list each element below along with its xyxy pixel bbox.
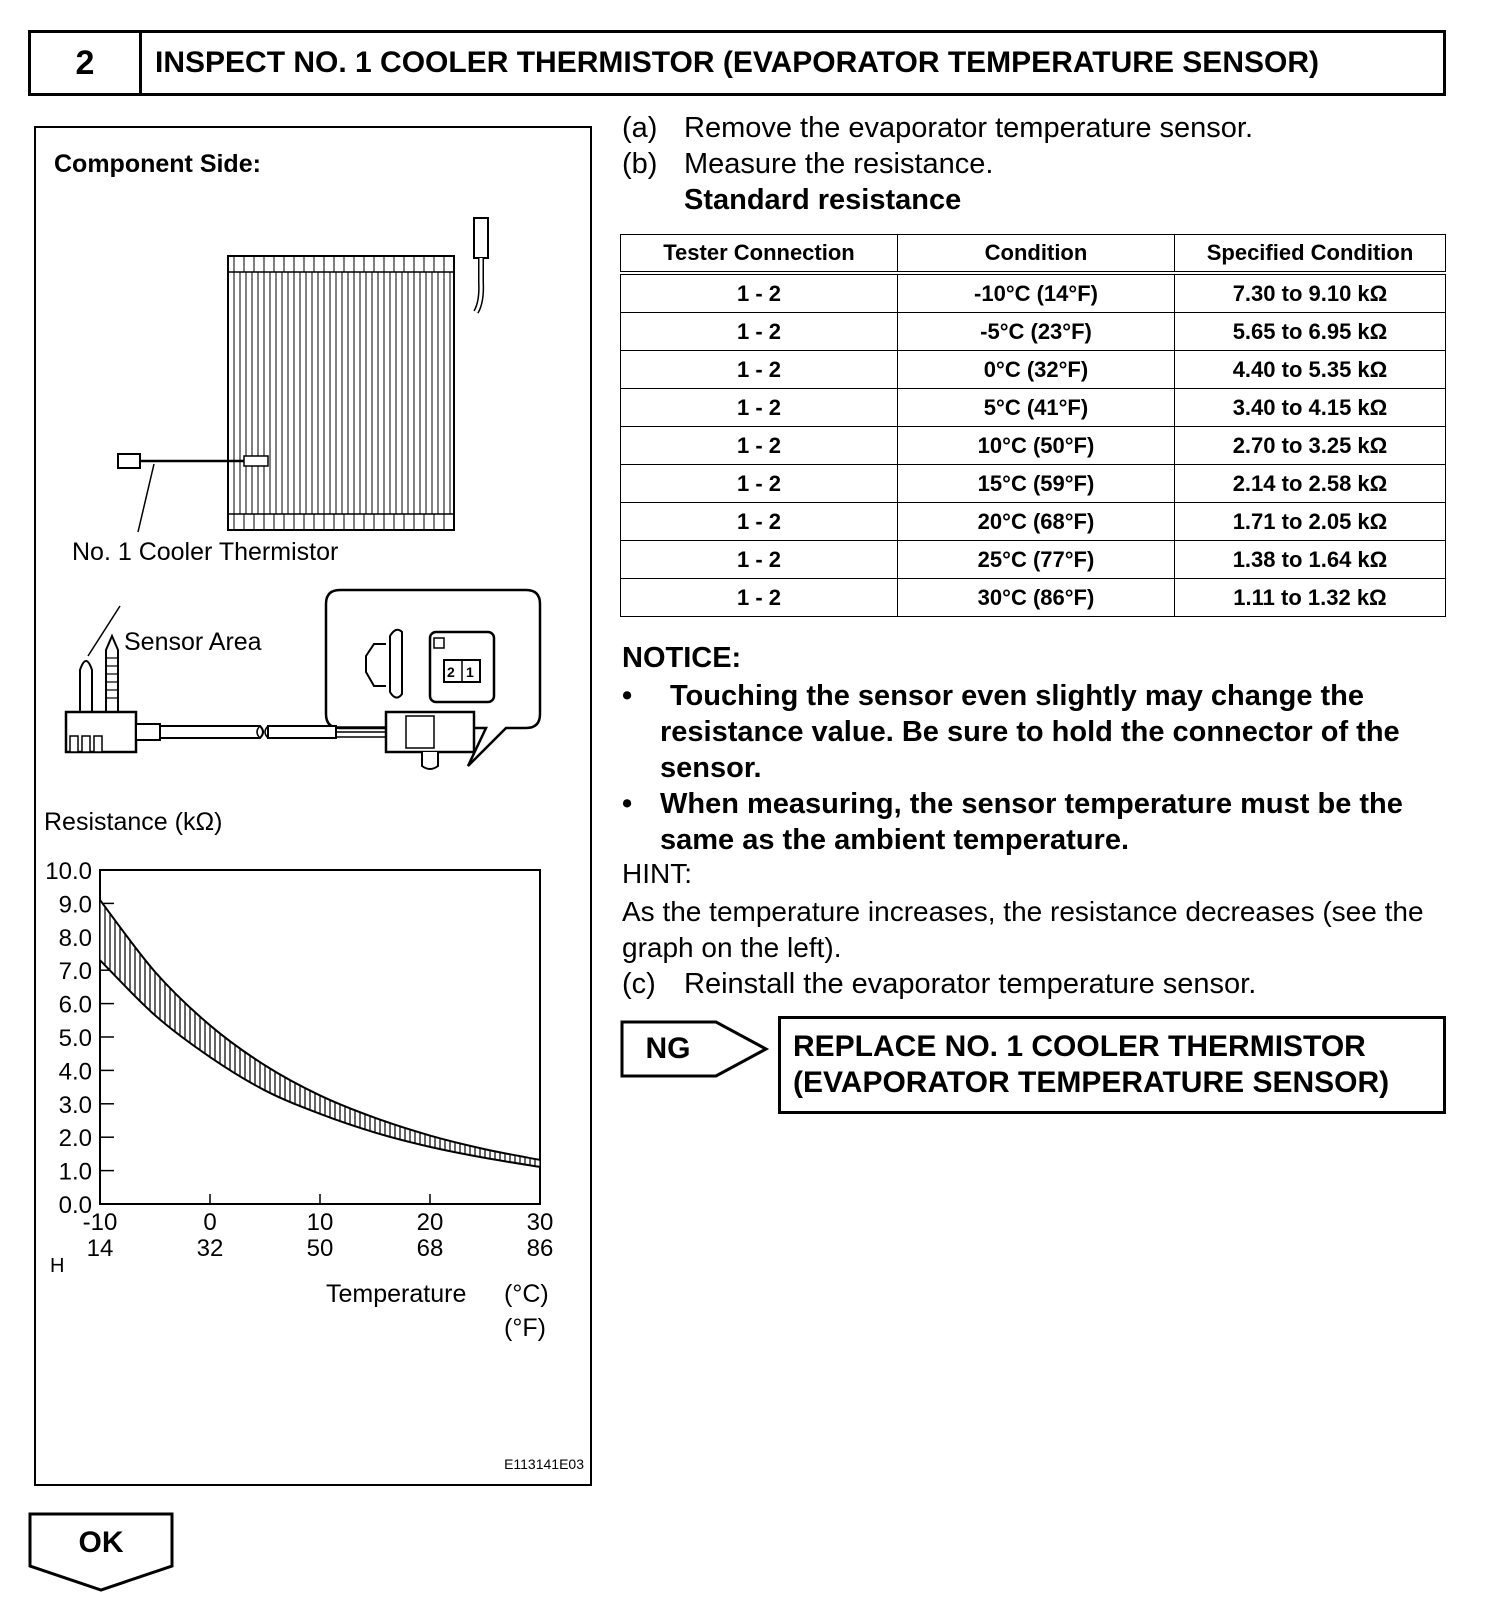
x-tick-label-fahrenheit: 50 xyxy=(306,1235,334,1262)
table-header-row xyxy=(621,235,1446,274)
cell-condition: 10°C (50°F) xyxy=(898,427,1175,465)
cell-specified-condition: 4.40 to 5.35 kΩ xyxy=(1175,351,1446,389)
step-c-letter: (c) xyxy=(622,968,656,1000)
cell-tester-connection: 1 - 2 xyxy=(621,313,898,351)
x-tick-label-fahrenheit: 86 xyxy=(526,1235,554,1262)
cell-tester-connection: 1 - 2 xyxy=(621,351,898,389)
ng-arrow-box[interactable] xyxy=(620,1020,770,1078)
table-row xyxy=(621,313,1446,351)
notice-item-2 xyxy=(622,786,1448,858)
cell-specified-condition: 1.38 to 1.64 kΩ xyxy=(1175,541,1446,579)
cell-tester-connection: 1 - 2 xyxy=(621,389,898,427)
cell-condition: 5°C (41°F) xyxy=(898,389,1175,427)
replace-line-2: (EVAPORATOR TEMPERATURE SENSOR) xyxy=(793,1066,1390,1099)
chart-x-label: Temperature xyxy=(326,1280,467,1308)
x-tick-label-celsius: 0 xyxy=(203,1209,217,1236)
cell-specified-condition: 2.14 to 2.58 kΩ xyxy=(1175,465,1446,503)
y-tick-label: 10.0 xyxy=(45,858,92,885)
cell-condition: 25°C (77°F) xyxy=(898,541,1175,579)
step-b xyxy=(622,148,993,181)
resistance-chart xyxy=(36,852,590,1412)
step-c xyxy=(622,968,1256,1001)
header-condition: Condition xyxy=(898,235,1175,274)
sensor-area-label: Sensor Area xyxy=(124,628,262,656)
x-tick-label-celsius: 30 xyxy=(526,1209,554,1236)
y-tick-label: 1.0 xyxy=(58,1158,92,1186)
cell-condition: 0°C (32°F) xyxy=(898,351,1175,389)
cell-tester-connection: 1 - 2 xyxy=(621,503,898,541)
step-title: INSPECT NO. 1 COOLER THERMISTOR (EVAPORATOR TEMPERATURE SENSOR) xyxy=(155,46,1319,79)
thermistor-connector xyxy=(118,454,140,468)
table-row xyxy=(621,389,1446,427)
header-tester-connection: Tester Connection xyxy=(621,235,898,274)
pin-2-label: 2 xyxy=(447,664,455,680)
bullet-icon: • xyxy=(622,680,633,712)
cell-specified-condition: 1.11 to 1.32 kΩ xyxy=(1175,579,1446,617)
y-tick-label: 5.0 xyxy=(58,1025,92,1052)
sensor-connector-drawing xyxy=(56,586,576,826)
illustration-panel xyxy=(34,126,592,1486)
table-row xyxy=(621,579,1446,617)
table-row xyxy=(621,503,1446,541)
replace-box xyxy=(778,1016,1446,1114)
table-row xyxy=(621,465,1446,503)
thermistor-leader-line xyxy=(138,464,154,532)
x-unit-celsius: (°C) xyxy=(504,1280,549,1308)
y-tick-label: 7.0 xyxy=(58,958,92,986)
x-tick-label-fahrenheit: 32 xyxy=(196,1235,224,1262)
cell-specified-condition: 5.65 to 6.95 kΩ xyxy=(1175,313,1446,351)
ok-arrow-box[interactable] xyxy=(28,1512,176,1596)
figure-code: E113141E03 xyxy=(504,1456,584,1472)
cell-condition: 30°C (86°F) xyxy=(898,579,1175,617)
sensor-probe xyxy=(80,661,92,712)
y-tick-label: 0.0 xyxy=(58,1192,92,1219)
step-b-text: Measure the resistance. xyxy=(684,148,994,180)
cell-specified-condition: 1.71 to 2.05 kΩ xyxy=(1175,503,1446,541)
spec-table xyxy=(620,234,1446,617)
y-tick-label: 8.0 xyxy=(58,924,92,952)
pin-1-label: 1 xyxy=(466,664,474,680)
notice-item-1-text: Touching the sensor even slightly may change the resistance value. Be sure to hold the connector of the sensor. xyxy=(660,680,1400,784)
step-a xyxy=(622,112,1253,145)
step-b-letter: (b) xyxy=(622,148,658,180)
x-unit-fahrenheit: (°F) xyxy=(504,1314,546,1342)
component-side-label: Component Side: xyxy=(54,150,261,178)
evaporator-drawing xyxy=(106,212,526,542)
x-tick-label-fahrenheit: 14 xyxy=(86,1235,114,1262)
cell-specified-condition: 3.40 to 4.15 kΩ xyxy=(1175,389,1446,427)
y-tick-label: 2.0 xyxy=(58,1125,92,1153)
table-row xyxy=(621,541,1446,579)
y-tick-label: 4.0 xyxy=(58,1058,92,1086)
hint-text: As the temperature increases, the resistance decreases (see the graph on the left). xyxy=(622,896,1424,963)
cell-tester-connection: 1 - 2 xyxy=(621,273,898,313)
header-specified-condition: Specified Condition xyxy=(1175,235,1446,274)
x-tick-label-celsius: 10 xyxy=(306,1209,334,1236)
cell-specified-condition: 2.70 to 3.25 kΩ xyxy=(1175,427,1446,465)
notice-title: NOTICE: xyxy=(622,642,742,674)
bullet-icon: • xyxy=(622,788,633,820)
cell-condition: 20°C (68°F) xyxy=(898,503,1175,541)
step-a-letter: (a) xyxy=(622,112,658,144)
corner-mark: H xyxy=(50,1255,65,1277)
hint-title: HINT: xyxy=(622,858,692,889)
cell-condition: -10°C (14°F) xyxy=(898,273,1175,313)
table-row xyxy=(621,351,1446,389)
table-row xyxy=(621,273,1446,313)
pipe-fitting xyxy=(474,218,488,258)
y-tick-label: 3.0 xyxy=(58,1091,92,1119)
step-header xyxy=(28,30,1446,96)
notice-item-2-text: When measuring, the sensor temperature must be the same as the ambient temperature. xyxy=(660,788,1403,856)
thermistor-label: No. 1 Cooler Thermistor xyxy=(72,538,339,566)
replace-line-1: REPLACE NO. 1 COOLER THERMISTOR xyxy=(793,1030,1366,1063)
ng-label: NG xyxy=(645,1032,691,1065)
x-tick-label-celsius: 20 xyxy=(416,1209,444,1236)
notice-item-1 xyxy=(622,678,1448,786)
x-tick-label-fahrenheit: 68 xyxy=(416,1235,444,1262)
cell-tester-connection: 1 - 2 xyxy=(621,427,898,465)
cell-tester-connection: 1 - 2 xyxy=(621,579,898,617)
table-row xyxy=(621,427,1446,465)
standard-resistance-heading: Standard resistance xyxy=(684,184,962,216)
cell-specified-condition: 7.30 to 9.10 kΩ xyxy=(1175,273,1446,313)
step-c-text: Reinstall the evaporator temperature sensor. xyxy=(684,968,1257,1000)
y-tick-label: 6.0 xyxy=(58,991,92,1019)
step-number: 2 xyxy=(31,33,142,93)
chart-y-label: Resistance (kΩ) xyxy=(44,808,223,836)
cell-tester-connection: 1 - 2 xyxy=(621,541,898,579)
x-tick-label-celsius: -10 xyxy=(82,1209,118,1236)
cell-condition: 15°C (59°F) xyxy=(898,465,1175,503)
y-tick-label: 9.0 xyxy=(58,891,92,919)
cell-tester-connection: 1 - 2 xyxy=(621,465,898,503)
step-a-text: Remove the evaporator temperature sensor. xyxy=(684,112,1254,144)
ok-label: OK xyxy=(78,1526,124,1559)
cell-condition: -5°C (23°F) xyxy=(898,313,1175,351)
